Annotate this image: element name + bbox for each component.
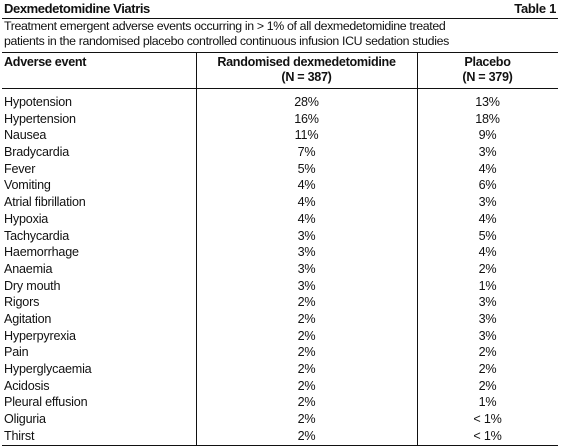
placebo-rate: 18%: [475, 111, 500, 126]
table-body: [0, 94, 562, 444]
adverse-event-name: Rigors: [4, 295, 40, 310]
table-row: [0, 428, 562, 445]
table-row: [0, 194, 562, 211]
table-number: Table 1: [514, 1, 556, 16]
column-header-placebo-n: (N = 379): [462, 70, 513, 84]
dexmedetomidine-rate: 2%: [297, 345, 316, 360]
dexmedetomidine-rate: 2%: [297, 362, 316, 376]
dexmedetomidine-rate: 2%: [297, 395, 316, 410]
column-header-placebo-name: Placebo: [464, 55, 511, 69]
adverse-event-name: Haemorrhage: [4, 245, 79, 260]
placebo-rate: 3%: [478, 295, 497, 310]
dexmedetomidine-rate: 2%: [297, 412, 316, 427]
adverse-event-name: Nausea: [4, 128, 47, 143]
dexmedetomidine-rate: 3%: [297, 261, 316, 276]
dexmedetomidine-rate: 5%: [297, 161, 316, 176]
placebo-rate: 3%: [478, 195, 497, 210]
table-row: [0, 161, 562, 178]
document-title: Dexmedetomidine Viatris: [4, 1, 150, 16]
table-row: [0, 344, 562, 361]
placebo-rate: < 1%: [473, 428, 502, 443]
table-row: [0, 244, 562, 261]
table-row: [0, 294, 562, 311]
adverse-event-name: Hyperpyrexia: [4, 328, 76, 343]
table-row: [0, 127, 562, 144]
dexmedetomidine-rate: 3%: [297, 245, 316, 260]
column-header-event: Adverse event: [4, 55, 87, 69]
table-row: [0, 328, 562, 345]
table-row: [0, 228, 562, 245]
placebo-rate: 4%: [478, 245, 497, 260]
table-row: [0, 378, 562, 395]
dexmedetomidine-rate: 4%: [297, 178, 316, 193]
dexmedetomidine-rate: 4%: [297, 211, 316, 226]
dexmedetomidine-rate: 2%: [297, 311, 316, 326]
placebo-rate: 9%: [478, 128, 497, 143]
table-bottom-rule: [2, 445, 558, 446]
table-row: [0, 211, 562, 228]
placebo-rate: 2%: [478, 261, 497, 276]
dexmedetomidine-rate: 28%: [294, 95, 319, 109]
table-row: [0, 361, 562, 378]
title-bar: [4, 1, 556, 17]
adverse-event-name: Hypoxia: [4, 211, 49, 226]
adverse-event-name: Acidosis: [4, 378, 50, 393]
adverse-event-name: Hyperglycaemia: [4, 362, 92, 376]
placebo-rate: 6%: [478, 178, 497, 193]
dexmedetomidine-rate: 3%: [297, 278, 316, 293]
adverse-event-name: Agitation: [4, 311, 52, 326]
table-row: [0, 278, 562, 295]
table-row: [0, 94, 562, 111]
placebo-rate: 4%: [478, 161, 497, 176]
adverse-event-name: Hypertension: [4, 111, 76, 126]
adverse-event-name: Dry mouth: [4, 278, 61, 293]
dexmedetomidine-rate: 2%: [297, 428, 316, 443]
table-row: [0, 394, 562, 411]
adverse-event-name: Pleural effusion: [4, 395, 88, 410]
adverse-event-name: Pain: [4, 345, 29, 360]
adverse-event-name: Hypotension: [4, 95, 72, 109]
dexmedetomidine-rate: 2%: [297, 295, 316, 310]
placebo-rate: 3%: [478, 145, 497, 160]
placebo-rate: 2%: [478, 378, 497, 393]
dexmedetomidine-rate: 7%: [297, 145, 316, 160]
dexmedetomidine-rate: 11%: [294, 128, 319, 143]
placebo-rate: 5%: [478, 228, 497, 243]
table-row: [0, 311, 562, 328]
placebo-rate: 4%: [478, 211, 497, 226]
column-header-dexmedetomidine: [196, 55, 417, 85]
placebo-rate: 1%: [478, 278, 497, 293]
table-caption: [4, 19, 560, 48]
placebo-rate: 13%: [475, 95, 500, 109]
header-top-rule: [2, 52, 558, 53]
column-header-dex-name: Randomised dexmedetomidine: [217, 55, 396, 69]
adverse-event-name: Anaemia: [4, 261, 53, 276]
column-header-placebo: [417, 55, 558, 85]
dexmedetomidine-rate: 4%: [297, 195, 316, 210]
placebo-rate: 1%: [478, 395, 497, 410]
header-bottom-rule: [2, 88, 558, 89]
adverse-event-name: Fever: [4, 161, 36, 176]
placebo-rate: 2%: [478, 345, 497, 360]
dexmedetomidine-rate: 2%: [297, 328, 316, 343]
table-row: [0, 111, 562, 128]
dexmedetomidine-rate: 3%: [297, 228, 316, 243]
adverse-event-name: Oliguria: [4, 412, 46, 427]
dexmedetomidine-rate: 2%: [297, 378, 316, 393]
table-row: [0, 177, 562, 194]
placebo-rate: 3%: [478, 311, 497, 326]
placebo-rate: 3%: [478, 328, 497, 343]
table-row: [0, 261, 562, 278]
placebo-rate: < 1%: [473, 412, 502, 427]
caption-line-1: Treatment emergent adverse events occurring in > 1% of all dexmedetomidine treated: [4, 19, 446, 33]
adverse-event-name: Tachycardia: [4, 228, 69, 243]
caption-line-2: patients in the randomised placebo controlled continuous infusion ICU sedation studies: [4, 33, 449, 48]
adverse-event-name: Vomiting: [4, 178, 51, 193]
table-row: [0, 144, 562, 161]
adverse-event-name: Thirst: [4, 428, 35, 443]
column-header-dex-n: (N = 387): [281, 70, 332, 84]
dexmedetomidine-rate: 16%: [294, 111, 319, 126]
adverse-event-name: Atrial fibrillation: [4, 195, 86, 210]
table-row: [0, 411, 562, 428]
placebo-rate: 2%: [478, 362, 497, 376]
adverse-event-name: Bradycardia: [4, 145, 69, 160]
